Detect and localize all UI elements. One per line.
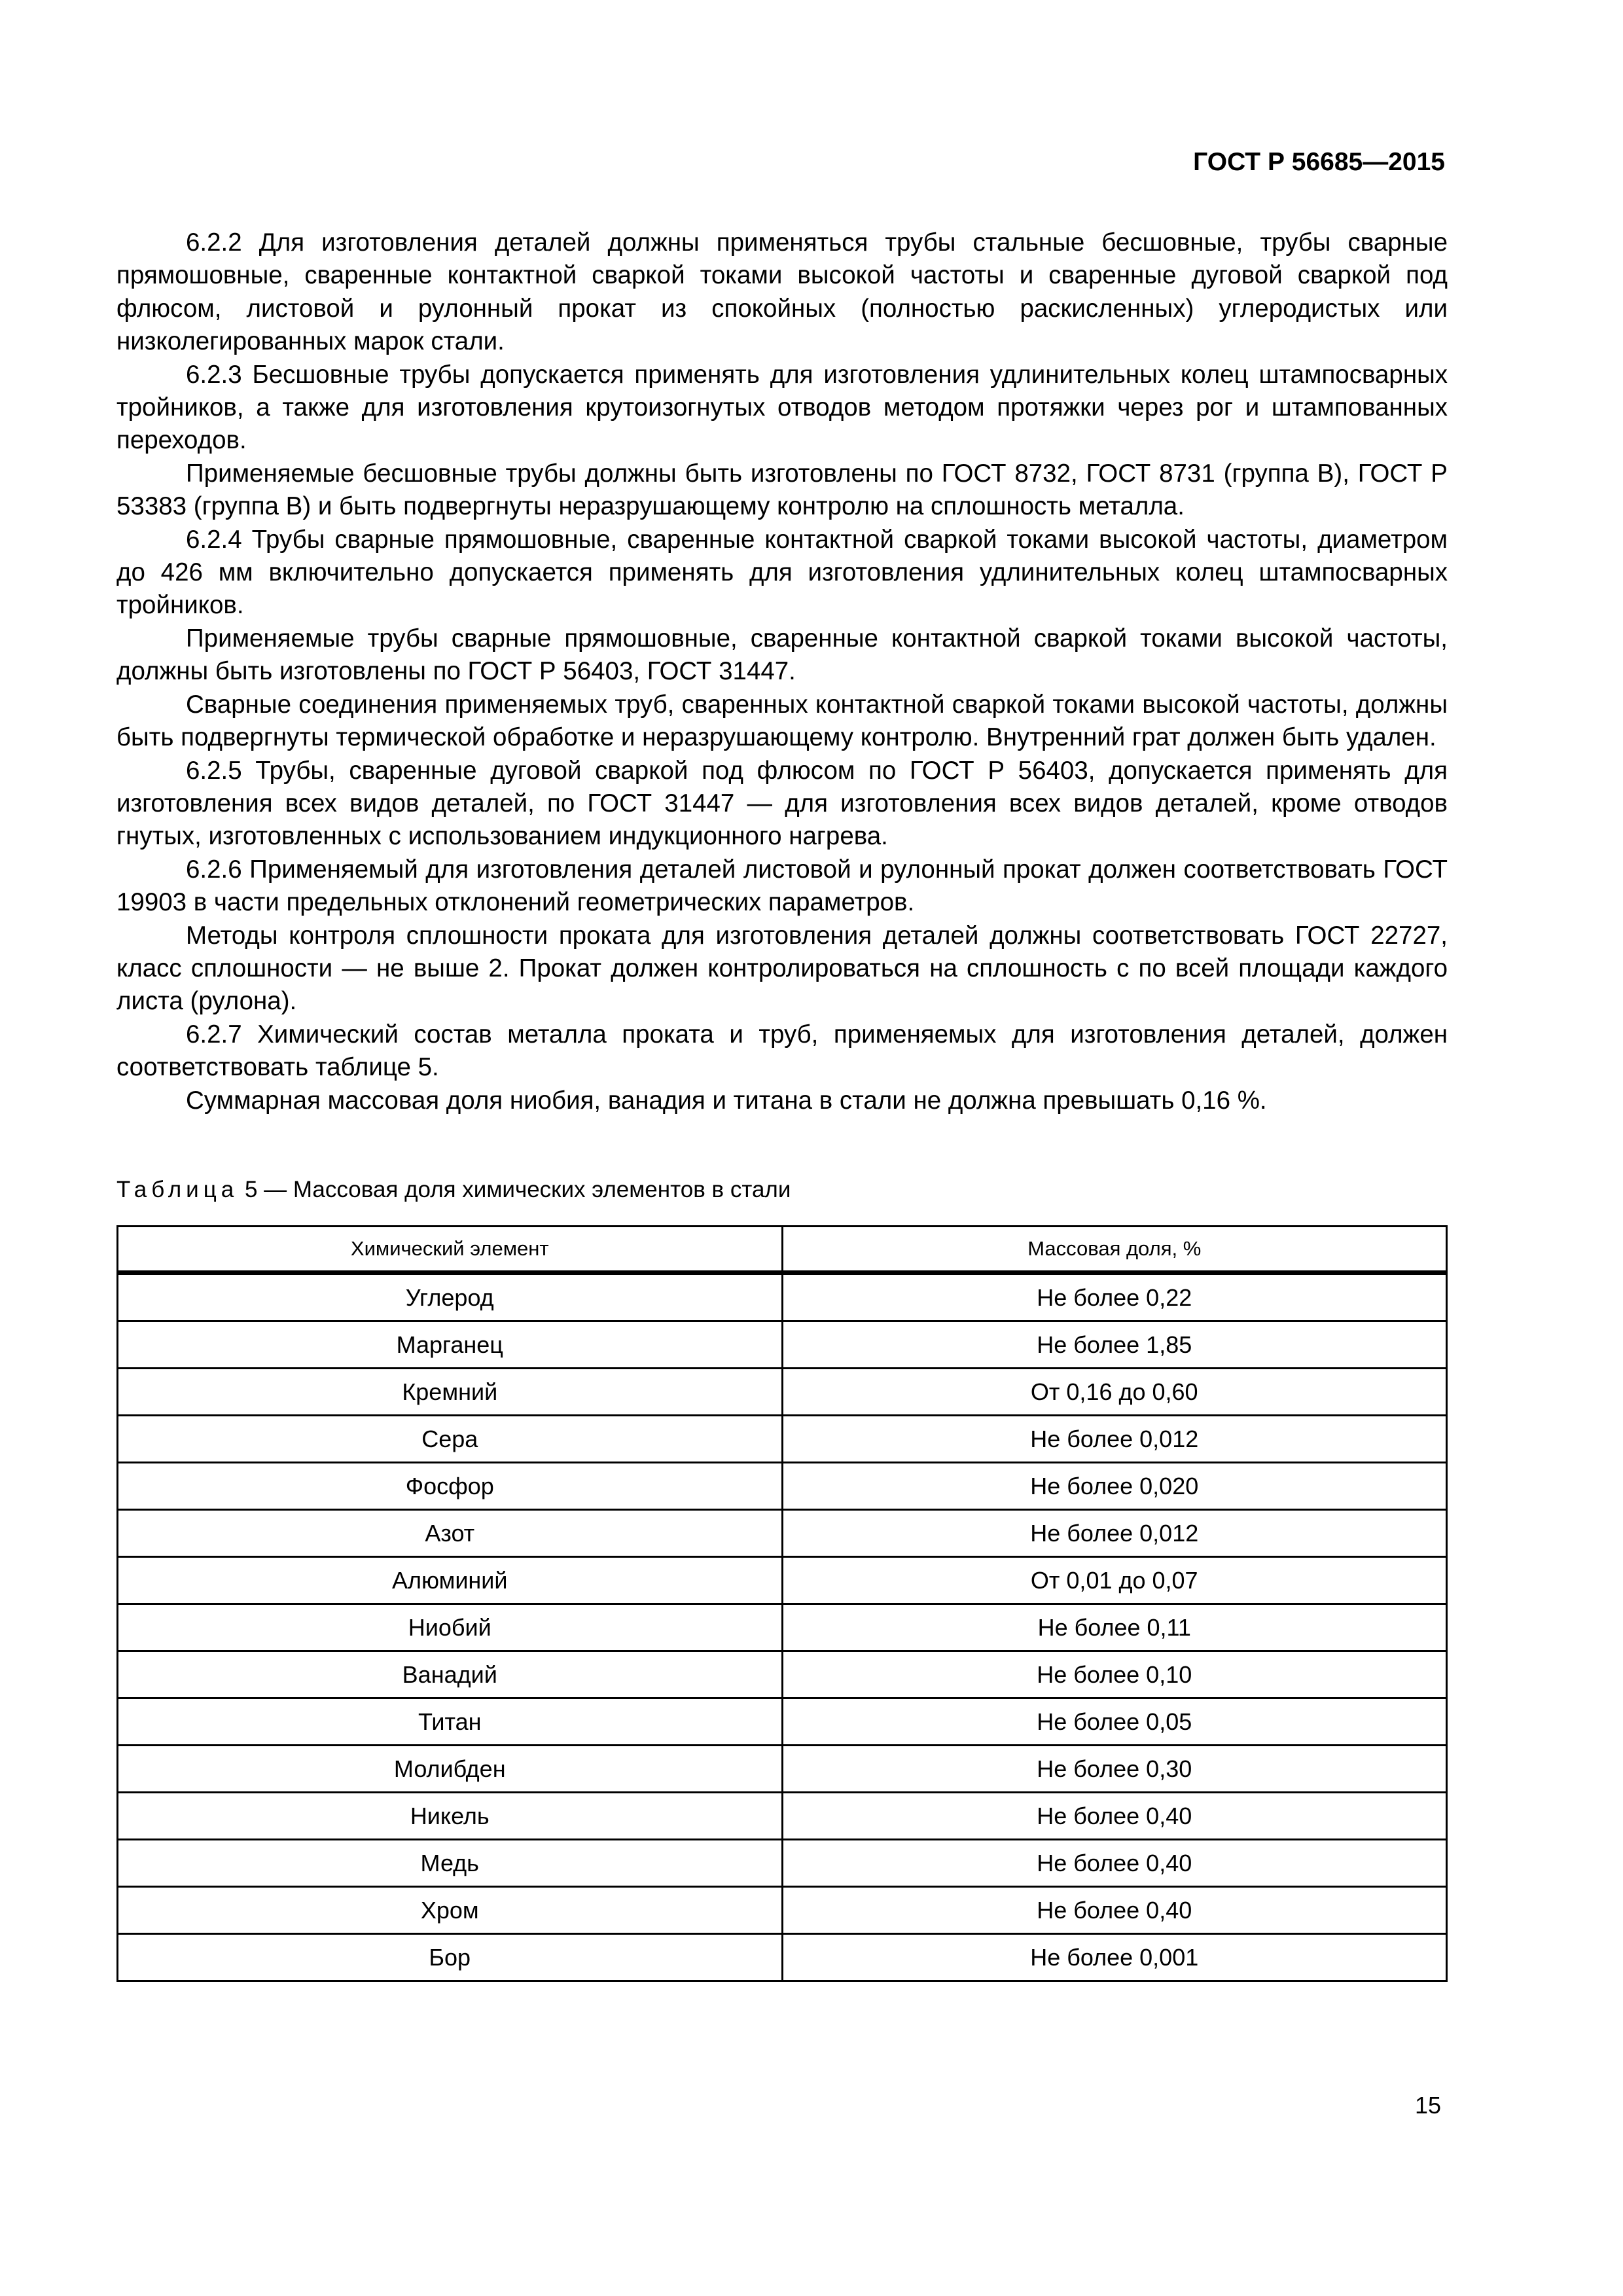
- element-cell: Бор: [118, 1934, 783, 1981]
- element-cell: Ниобий: [118, 1604, 783, 1651]
- table-row: [118, 1746, 1447, 1793]
- table-caption-label: Таблица: [116, 1177, 239, 1202]
- value-cell: Не более 0,020: [782, 1463, 1447, 1510]
- element-cell: Марганец: [118, 1321, 783, 1369]
- paragraph: Применяемые бесшовные трубы должны быть изготовлены по ГОСТ 8732, ГОСТ 8731 (группа В), ГОСТ Р 53383 (группа В) и быть подвергнуты неразрушающему контролю на сплошность металла.: [116, 459, 1448, 521]
- value-cell: Не более 0,40: [782, 1793, 1447, 1840]
- element-cell: Молибден: [118, 1746, 783, 1793]
- paragraph: Применяемые трубы сварные прямошовные, сваренные контактной сваркой токами высокой частоты, должны быть изготовлены по ГОСТ Р 56403, ГОСТ 31447.: [116, 624, 1448, 686]
- value-cell: Не более 0,012: [782, 1510, 1447, 1557]
- paragraph: 6.2.3 Бесшовные трубы допускается применять для изготовления удлинительных колец штампосварных тройников, а также для изготовления крутоизогнутых отводов методом протяжки через рог и штампованных переходов.: [116, 360, 1448, 455]
- element-cell: Сера: [118, 1416, 783, 1463]
- table-row: [118, 1934, 1447, 1981]
- paragraph: 6.2.6 Применяемый для изготовления деталей листовой и рулонный прокат должен соответствовать ГОСТ 19903 в части предельных отклонений геометрических параметров.: [116, 855, 1448, 917]
- composition-table: [116, 1225, 1448, 1982]
- table-row: [118, 1273, 1447, 1321]
- element-cell: Хром: [118, 1887, 783, 1934]
- paragraph: Методы контроля сплошности проката для изготовления деталей должны соответствовать ГОСТ 22727, класс сплошности — не выше 2. Прокат должен контролироваться на сплошность с по всей площади каждого листа (рулона).: [116, 921, 1448, 1016]
- header-mass-fraction: Массовая доля, %: [782, 1227, 1447, 1273]
- table-row: [118, 1651, 1447, 1698]
- table-row: [118, 1887, 1447, 1934]
- table-row: [118, 1840, 1447, 1887]
- value-cell: Не более 0,001: [782, 1934, 1447, 1981]
- table-header-row: [118, 1227, 1447, 1273]
- table-row: [118, 1369, 1447, 1416]
- value-cell: Не более 0,10: [782, 1651, 1447, 1698]
- table-row: [118, 1321, 1447, 1369]
- paragraph: Сварные соединения применяемых труб, сваренных контактной сваркой токами высокой частоты, должны быть подвергнуты термической обработке и неразрушающему контролю. Внутренний грат должен быть удален.: [116, 690, 1448, 752]
- value-cell: От 0,01 до 0,07: [782, 1557, 1447, 1604]
- table-row: [118, 1698, 1447, 1746]
- paragraph: 6.2.4 Трубы сварные прямошовные, сваренные контактной сваркой токами высокой частоты, диаметром до 426 мм включительно допускается применять для изготовления удлинительных колец штампосварных тройников.: [116, 525, 1448, 620]
- paragraph: 6.2.5 Трубы, сваренные дуговой сваркой под флюсом по ГОСТ Р 56403, допускается применять для изготовления всех видов деталей, по ГОСТ 31447 — для изготовления всех видов деталей, кроме отводов гнутых, изготовленных с использованием индукционного нагрева.: [116, 756, 1448, 851]
- value-cell: От 0,16 до 0,60: [782, 1369, 1447, 1416]
- element-cell: Ванадий: [118, 1651, 783, 1698]
- element-cell: Углерод: [118, 1273, 783, 1321]
- value-cell: Не более 0,012: [782, 1416, 1447, 1463]
- table-row: [118, 1416, 1447, 1463]
- value-cell: Не более 0,30: [782, 1746, 1447, 1793]
- table-row: [118, 1510, 1447, 1557]
- paragraph: 6.2.7 Химический состав металла проката и труб, применяемых для изготовления деталей, должен соответствовать таблице 5.: [116, 1020, 1448, 1082]
- value-cell: Не более 1,85: [782, 1321, 1447, 1369]
- document-id: ГОСТ Р 56685—2015: [1193, 148, 1445, 176]
- header-element: Химический элемент: [118, 1227, 783, 1273]
- table-row: [118, 1557, 1447, 1604]
- paragraph: Суммарная массовая доля ниобия, ванадия и титана в стали не должна превышать 0,16 %.: [186, 1086, 1267, 1115]
- value-cell: Не более 0,40: [782, 1840, 1447, 1887]
- table-row: [118, 1463, 1447, 1510]
- value-cell: Не более 0,22: [782, 1273, 1447, 1321]
- table-row: [118, 1793, 1447, 1840]
- table-caption-text: 5 — Массовая доля химических элементов в стали: [238, 1177, 791, 1202]
- table-caption: [116, 1177, 791, 1203]
- table-row: [118, 1604, 1447, 1651]
- value-cell: Не более 0,11: [782, 1604, 1447, 1651]
- element-cell: Азот: [118, 1510, 783, 1557]
- value-cell: Не более 0,05: [782, 1698, 1447, 1746]
- page-number: 15: [1414, 2092, 1441, 2119]
- value-cell: Не более 0,40: [782, 1887, 1447, 1934]
- element-cell: Медь: [118, 1840, 783, 1887]
- paragraph: 6.2.2 Для изготовления деталей должны применяться трубы стальные бесшовные, трубы сварные прямошовные, сваренные контактной сваркой токами высокой частоты и сваренные дуговой сваркой под флюсом, листовой и рулонный прокат из спокойных (полностью раскисленных) углеродистых или низколегированных марок стали.: [116, 228, 1448, 356]
- element-cell: Кремний: [118, 1369, 783, 1416]
- element-cell: Алюминий: [118, 1557, 783, 1604]
- element-cell: Фосфор: [118, 1463, 783, 1510]
- element-cell: Титан: [118, 1698, 783, 1746]
- body-text: [116, 226, 1448, 1117]
- element-cell: Никель: [118, 1793, 783, 1840]
